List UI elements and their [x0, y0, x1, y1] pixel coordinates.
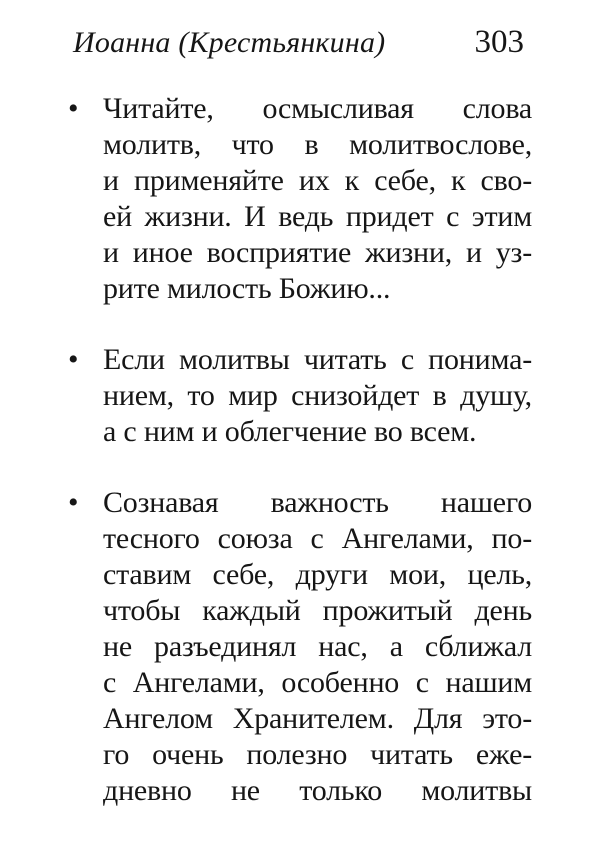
- text-line: не разъединял нас, а сближал: [103, 630, 532, 663]
- text-line: рите милость Божию...: [103, 272, 391, 305]
- bullet-item: [68, 91, 532, 307]
- text-line: Сознавая важность нашего: [103, 486, 532, 519]
- text-line: го очень полезно читать еже-: [103, 738, 532, 771]
- bullet-list: [68, 91, 532, 809]
- bullet-text: [103, 485, 532, 809]
- bullet-item: [68, 485, 532, 809]
- page-number: 303: [474, 24, 524, 60]
- bullet-item: [68, 342, 532, 450]
- bullet-text: [103, 342, 532, 450]
- text-line: с Ангелами, особенно с нашим: [103, 666, 532, 699]
- text-line: дневно не только молитвы: [103, 774, 532, 807]
- text-line: молитв, что в молитвослове,: [103, 128, 532, 161]
- text-line: и иное восприятие жизни, и уз-: [103, 236, 532, 269]
- page-content: [68, 91, 532, 809]
- text-line: ставим себе, други мои, цель,: [103, 558, 532, 591]
- text-line: нием, то мир снизойдет в душу,: [103, 379, 532, 412]
- bullet-marker-icon: •: [68, 343, 79, 376]
- text-line: и применяйте их к себе, к сво-: [103, 164, 532, 197]
- running-title: Иоанна (Крестьянкина): [73, 26, 386, 59]
- text-line: чтобы каждый прожитый день: [103, 594, 532, 627]
- page-header: [73, 26, 524, 59]
- text-line: Если молитвы читать с понима-: [103, 343, 532, 376]
- text-line: Читайте, осмысливая слова: [103, 92, 532, 125]
- bullet-marker-icon: •: [68, 92, 79, 125]
- text-line: ей жизни. И ведь придет с этим: [103, 200, 532, 233]
- bullet-marker-icon: •: [68, 486, 79, 519]
- text-line: Ангелом Хранителем. Для это-: [103, 702, 532, 735]
- text-line: тесного союза с Ангелами, по-: [103, 522, 532, 555]
- text-line: а с ним и облегчение во всем.: [103, 415, 477, 448]
- bullet-text: [103, 91, 532, 307]
